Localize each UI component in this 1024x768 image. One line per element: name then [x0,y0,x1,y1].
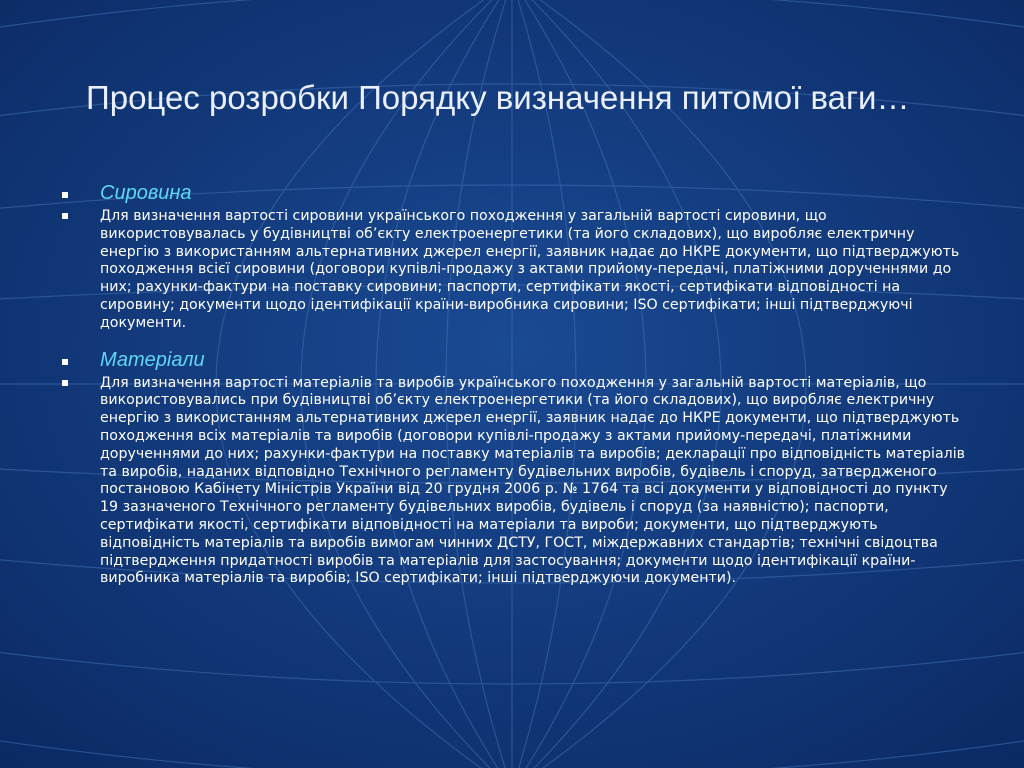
section-paragraph-text: Для визначення вартості сировини українського походження у загальній вартості сировини, що використовувалась у будівництві об’єкту електроенергетики (та його складових), що виробляє електричну енергію з використанням альтернативних джерел енергії, заявник надає до НКРЕ документи, що підтверджують походження всієї сировини (договори купівлі-продажу з актами прийому-передачі, платіжними дорученнями до них; рахунки-фактури на поставку сировини; паспорти, сертифікати якості, сертифікати відповідності на сировину; документи щодо ідентифікації країни-виробника сировини; ISO сертифікати; інші підтверджуючі документи. [100,208,960,331]
section-paragraph-materials [62,375,967,589]
section-paragraph-text: Для визначення вартості матеріалів та виробів українського походження у загальній вартості матеріалів, що використовувались при будівництві об’єкту електроенергетики (та його складових), що виробляє електричну енергію з використанням альтернативних джерел енергії, заявник надає до НКРЕ документи, що підтверджують походження всіх матеріалів та виробів (договори купівлі-продажу з актами прийому-передачі, платіжними дорученнями до них; рахунки-фактури на поставку матеріалів та виробів; декларації про відповідність матеріалів та виробів, наданих відповідно Технічного регламенту будівельних виробів, будівель і споруд, затвердженого постановою Кабінету Міністрів України від 20 грудня 2006 р. № 1764 та всі документи у відповідності до пункту 19 зазначеного Технічного регламенту будівельних виробів, будівель і споруд (за наявністю); паспорти, сертифікати якості, сертифікати відповідності на матеріали та вироби; документи, що підтверджують відповідність матеріалів та виробів вимогам чинних ДСТУ, ГОСТ, міждержавних стандартів; технічні свідоцтва підтвердження придатності виробів та матеріалів для застосування; документи щодо ідентифікації країни-виробника матеріалів та виробів; ISO сертифікати; інші підтверджуючи документи). [100,374,966,587]
slide-content [62,180,967,588]
bullet-icon [62,359,68,365]
section-heading-raw-materials [62,180,967,206]
section-paragraph-raw-materials [62,208,967,333]
section-heading-materials [62,347,967,373]
bullet-icon [62,380,68,386]
section-heading-label: Матеріали [100,348,205,371]
slide-title: Процес розробки Порядку визначення питомої ваги… [86,79,910,116]
section-heading-label: Сировина [100,182,192,204]
bullet-icon [62,192,68,198]
bullet-icon [62,213,68,219]
